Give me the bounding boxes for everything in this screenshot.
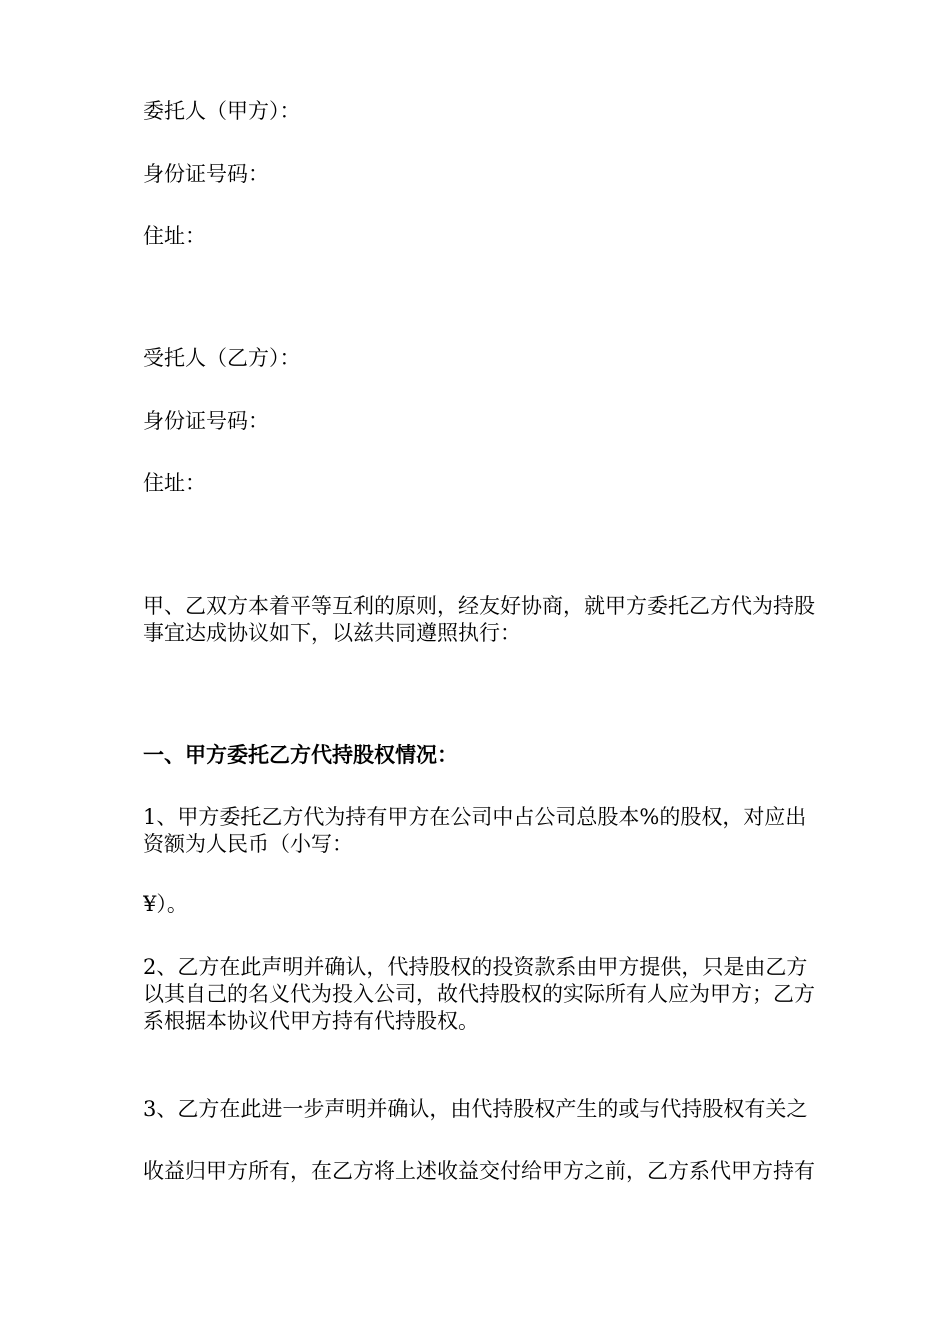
preamble-line: 甲、乙双方本着平等互利的原则，经友好协商，就甲方委托乙方代为持股 xyxy=(143,594,815,618)
preamble-paragraph xyxy=(143,593,873,647)
clause-1-paragraph xyxy=(143,804,873,858)
party-b-label: 受托人（乙方）： xyxy=(143,346,301,370)
party-a-id-label: 身份证号码： xyxy=(143,162,269,186)
section-heading: 一、甲方委托乙方代持股权情况： xyxy=(143,742,458,767)
clause-1-amount: ¥）。 xyxy=(143,892,188,916)
party-a-label: 委托人（甲方）： xyxy=(143,99,301,123)
clause-3-line-2: 收益归甲方所有，在乙方将上述收益交付给甲方之前，乙方系代甲方持有 xyxy=(143,1159,815,1183)
party-b-id-label: 身份证号码： xyxy=(143,409,269,433)
clause-3-line-1: 3、乙方在此进一步声明并确认，由代持股权产生的或与代持股权有关之 xyxy=(143,1097,808,1121)
preamble-line: 事宜达成协议如下，以兹共同遵照执行： xyxy=(143,621,521,645)
clause-2-line: 系根据本协议代甲方持有代持股权。 xyxy=(143,1009,479,1033)
clause-1-line: 1、甲方委托乙方代为持有甲方在公司中占公司总股本%的股权，对应出 xyxy=(143,805,807,829)
party-a-address-label: 住址： xyxy=(143,224,206,248)
clause-2-paragraph xyxy=(143,954,873,1035)
clause-2-line: 以其自己的名义代为投入公司，故代持股权的实际所有人应为甲方；乙方 xyxy=(143,982,815,1006)
clause-1-line: 资额为人民币（小写： xyxy=(143,832,353,856)
party-b-address-label: 住址： xyxy=(143,471,206,495)
clause-2-line: 2、乙方在此声明并确认，代持股权的投资款系由甲方提供，只是由乙方 xyxy=(143,955,808,979)
